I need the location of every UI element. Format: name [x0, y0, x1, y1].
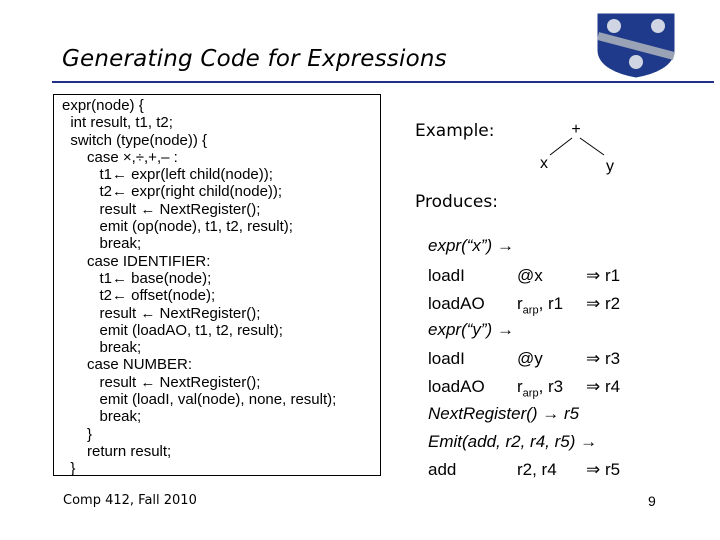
loadI-result-2: ⇒ r3	[586, 349, 621, 368]
loadAO-arg-2	[517, 377, 563, 399]
code-line: expr(node) {	[62, 97, 144, 114]
code-line: case NUMBER:	[62, 356, 193, 374]
loadI-op-2: loadI	[428, 349, 465, 368]
code-line: t2← offset(node);	[62, 287, 216, 305]
emit-line: Emit(add, r2, r4, r5) →	[428, 432, 598, 451]
loadAO-result-2: ⇒ r4	[586, 377, 621, 396]
loadAO-arg-main-1: r	[517, 294, 523, 313]
code-line: int result, t1, t2;	[62, 114, 173, 132]
code-line: case ×,÷,+,– :	[62, 148, 178, 166]
loadAO-op-2: loadAO	[428, 377, 485, 396]
tree-right-node: y	[606, 158, 614, 175]
page-number: 9	[648, 493, 656, 509]
code-line: switch (type(node)) {	[62, 131, 208, 149]
loadAO-arg-sub-2: arp	[522, 387, 539, 400]
code-line: emit (loadI, val(node), none, result);	[62, 391, 337, 409]
add-op: add	[428, 460, 457, 479]
loadAO-arg-main-2: r	[517, 377, 523, 396]
code-line: emit (op(node), t1, t2, result);	[62, 218, 293, 236]
code-line: case IDENTIFIER:	[62, 252, 211, 270]
code-listing	[62, 97, 336, 478]
code-line: }	[62, 460, 76, 478]
code-line: emit (loadAO, t1, t2, result);	[62, 321, 283, 339]
code-line: result ← NextRegister();	[62, 200, 261, 218]
code-line: break;	[62, 408, 142, 426]
add-arg: r2, r4	[517, 460, 557, 479]
loadI-op-1: loadI	[428, 266, 465, 285]
example-label: Example:	[415, 121, 495, 141]
expr-call-x: expr(“x”) →	[428, 236, 514, 255]
produces-label: Produces:	[415, 192, 498, 212]
loadAO-arg-sub-1: arp	[522, 304, 539, 317]
loadAO-arg-1	[517, 294, 563, 316]
code-line: break;	[62, 339, 142, 357]
next-register-line: NextRegister() → r5	[428, 404, 580, 423]
code-line: break;	[62, 235, 142, 253]
tree-root-node: +	[571, 121, 581, 138]
loadAO-result-1: ⇒ r2	[586, 294, 621, 313]
add-result: ⇒ r5	[586, 460, 621, 479]
code-line: }	[62, 425, 93, 443]
code-line: result ← NextRegister();	[62, 304, 261, 322]
loadI-arg-2: @y	[517, 349, 543, 368]
loadI-result-1: ⇒ r1	[586, 266, 621, 285]
code-line: t1← expr(left child(node));	[62, 166, 273, 184]
code-line: return result;	[62, 442, 172, 460]
university-shield-logo	[594, 12, 678, 78]
loadAO-arg-tail-1: , r1	[538, 294, 564, 313]
slide-title: Generating Code for Expressions	[62, 46, 447, 72]
code-line: t2← expr(right child(node));	[62, 183, 283, 201]
expression-tree	[520, 112, 630, 178]
loadAO-op-1: loadAO	[428, 294, 485, 313]
code-line: t1← base(node);	[62, 269, 212, 287]
expr-call-y: expr(“y”) →	[428, 320, 514, 339]
loadAO-arg-tail-2: , r3	[538, 377, 564, 396]
loadI-arg-1: @x	[517, 266, 543, 285]
code-panel	[53, 94, 381, 476]
title-rule	[52, 81, 714, 83]
tree-left-node: x	[540, 155, 548, 172]
course-footer: Comp 412, Fall 2010	[63, 493, 197, 508]
code-line: result ← NextRegister();	[62, 373, 261, 391]
